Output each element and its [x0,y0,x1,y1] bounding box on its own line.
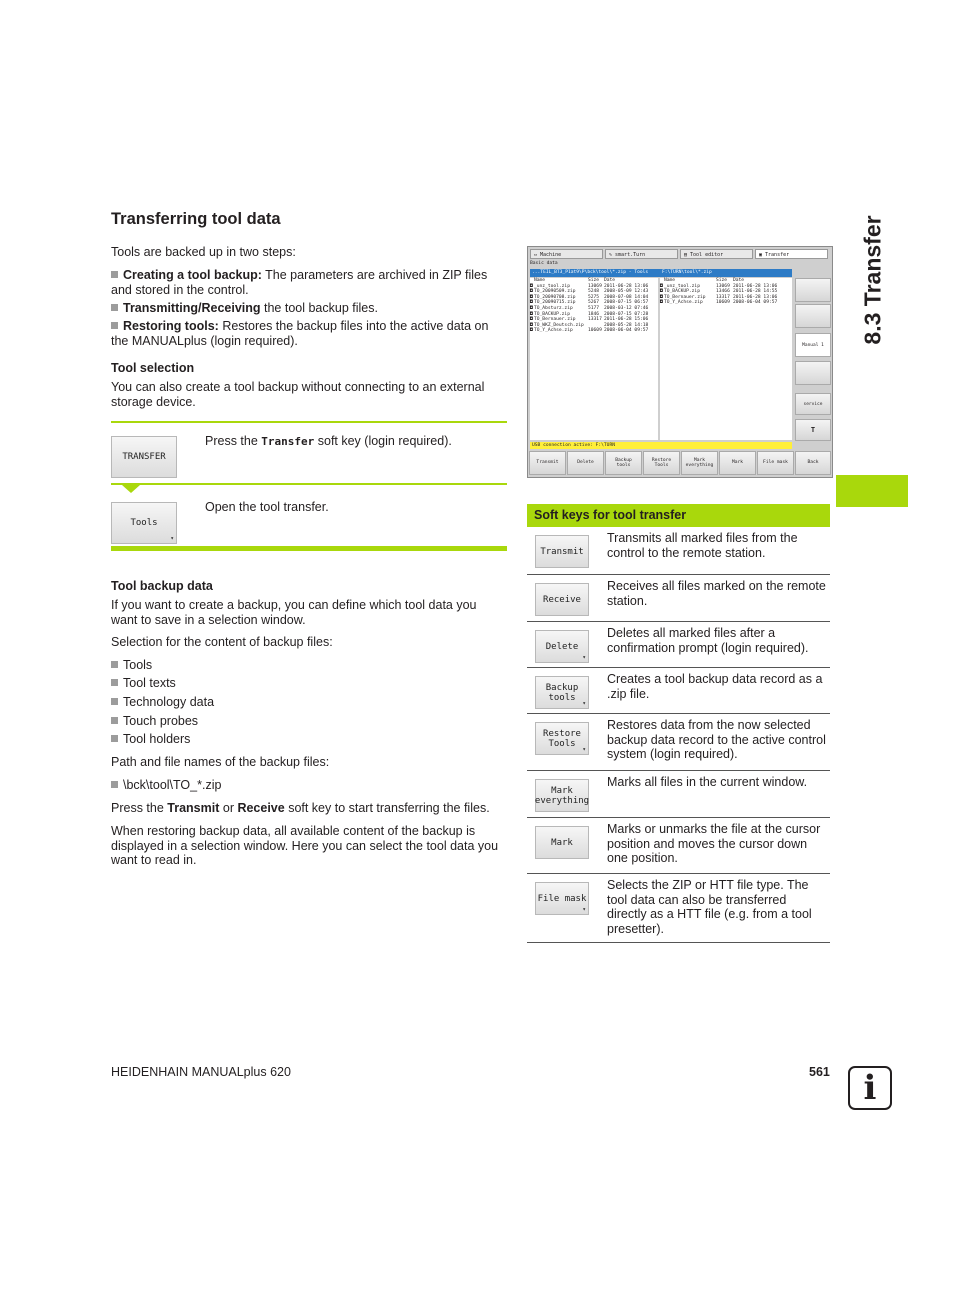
page-number: 561 [809,1065,830,1079]
file-size: 13069 [716,283,730,289]
backup-p5: When restoring backup data, all available content of the backup is displayed in a selection window. Here you can select the tool data you want to read in. [111,824,499,867]
footer-product: HEIDENHAIN MANUALplus 620 [111,1065,291,1079]
zip-file-icon: ◘ [660,300,663,306]
file-name: TO_Absturz.zip [534,305,573,311]
file-size: 13466 [716,289,730,295]
right-file-pane[interactable]: Name Size Date ◘ _unz_tool.zip 13069 2011-06-28 13:06 ◘ TO_BACKUP.zip 13466 2011-06-28 14:55 ◘ TO_Bernauer.zip 13317 2011-06-28 13:06 ◘ TO_Y_Achse.zip 10609 2008-06-04 09:57 [660,278,792,440]
backup-path: \bck\tool\TO_*.zip [111,778,221,793]
file-date: 2008-03-12 07:46 [604,305,649,311]
step-arrow-icon [122,485,140,493]
softkey-manual[interactable]: Manual 1 [795,333,831,357]
smart-turn-icon: ✎ [609,252,616,258]
softkey-service[interactable]: service [795,393,831,415]
file-name: _unz_tool.zip [534,283,570,289]
zip-file-icon: ◘ [530,300,533,306]
file-size: 1846 [588,311,600,317]
softkey-tool-t-icon[interactable]: T [795,419,831,441]
info-icon: i [848,1066,892,1110]
chapter-title: 8.3 Transfer [859,215,886,345]
tool-editor-icon: ▤ [684,252,691,258]
screen-softkey-backup[interactable]: Backup tools [605,451,642,475]
softkey-receive[interactable]: Receive [535,583,589,616]
tab-machine[interactable]: ▭ Machine [530,249,603,259]
file-name: TO_20090509.zip [534,289,576,295]
table-title: Soft keys for tool transfer [527,504,830,527]
list-item: Tool texts [111,676,176,691]
backup-p1: If you want to create a backup, you can define which tool data you want to save in a selection window. [111,598,477,627]
action-1-text: Press the Transfer soft key (login required). [205,434,452,448]
zip-file-icon: ◘ [530,328,533,334]
file-date: 2008-06-04 09:57 [733,300,778,306]
row-desc: Deletes all marked files after a confirmation prompt (login required). [607,626,809,655]
row-desc: Marks or unmarks the file at the cursor position and moves the cursor down one position. [607,822,821,865]
file-date: 2008-06-04 09:57 [604,328,649,334]
file-name: TO_BACKUP.zip [664,289,700,295]
file-size: 13069 [588,283,602,289]
zip-file-icon: ◘ [660,289,663,295]
step-1: Creating a tool backup: The parameters are archived in ZIP files and stored in the control. [111,268,488,297]
file-date: 2008-07-15 07:28 [604,311,649,317]
row-desc: Transmits all marked files from the control to the remote station. [607,531,798,560]
softkey-restore-tools[interactable]: Restore Tools ▾ [535,722,589,755]
table-row [527,527,830,575]
step-3: Restoring tools: Restores the backup files into the active data on the MANUALplus (login required). [111,319,489,348]
step-2: Transmitting/Receiving the tool backup files. [111,301,506,316]
list-item: Tools [111,658,152,673]
zip-file-icon: ◘ [660,283,663,289]
machine-icon: ▭ [534,252,541,258]
file-name: TO_Y_Achse.zip [534,328,573,334]
softkey-empty[interactable] [795,361,831,385]
screen-subtitle: Basic data [530,261,558,266]
tab-tool-editor[interactable]: ▤ Tool editor [680,249,753,259]
screen-softkey-transmit[interactable]: Transmit [529,451,566,475]
divider [111,546,507,551]
softkey-delete[interactable]: Delete ▾ [535,630,589,663]
screen-softkey-file-mask[interactable]: File mask [757,451,794,475]
file-date: 2008-05-09 12:43 [604,289,649,295]
softkey-backup-tools[interactable]: Backup tools ▾ [535,676,589,709]
list-item: Technology data [111,695,214,710]
control-screenshot [527,246,833,478]
screen-softkey-delete[interactable]: Delete [567,451,604,475]
list-item: Touch probes [111,714,198,729]
screen-softkey-mark-everything[interactable]: Mark everything [681,451,718,475]
path-bar: ...TEIL_BT3_P1at9\P\bck\tool\*.zip - Tools F:\TURN\tool\*.zip [530,269,792,277]
zip-file-icon: ◘ [530,311,533,317]
table-row [527,668,830,714]
file-date: 2011-06-28 13:06 [604,283,649,289]
softkey-tool-icon[interactable] [795,304,831,328]
left-file-list [530,284,658,334]
left-file-pane[interactable]: Name Size Date ◘ _unz_tool.zip 13069 2011-06-28 13:06 ◘ TO_20090509.zip 5248 2008-05-09 12:43 ◘ TO_20090708.zip 5275 2008-07-08 14:04 ◘ TO_20090715.zip 5267 2008-07-15 06:57 ◘ TO_Absturz.zip 5177 2008-03-12 07:46 ◘ TO_BACKUP.zip 1846 2008-07-15 07:28 ◘ TO_Bernauer.zip 13317 2011-06-28 15:06 ◘ TO_WKZ_Deutsch.zip 2008-05-28 14:18 ◘ TO_Y_Achse.zip 10609 2008-06-04 09:57 [530,278,658,440]
file-name: _unz_tool.zip [664,283,700,289]
file-row[interactable] [530,328,658,334]
section-title: Transferring tool data [111,210,281,228]
table-row [527,771,830,818]
chapter-tab [836,475,908,507]
file-name: TO_WKZ_Deutsch.zip [534,322,584,328]
file-size: 5177 [588,305,600,311]
file-row[interactable] [660,300,792,306]
file-date: 2011-06-28 13:06 [733,294,778,300]
screen-softkey-back[interactable]: Back [795,451,831,475]
tool-selection-text: You can also create a tool backup without connecting to an external storage device. [111,380,485,409]
backup-p4: Press the Transmit or Receive soft key to start transferring the files. [111,801,490,815]
file-name: TO_Bernauer.zip [534,317,576,323]
row-desc: Marks all files in the current window. [607,775,808,789]
zip-file-icon: ◘ [530,317,533,323]
backup-p2: Selection for the content of backup files: [111,635,333,649]
file-name: TO_BACKUP.zip [534,311,570,317]
file-size: 10609 [588,328,602,334]
table-row [527,818,830,874]
file-size: 13317 [588,317,602,323]
file-size: 5248 [588,289,600,295]
status-bar: USB connection active: F:\TURN [530,442,792,449]
table-row [527,575,830,622]
zip-file-icon: ◘ [530,305,533,311]
zip-file-icon: ◘ [530,283,533,289]
file-date: 2011-06-28 15:06 [604,317,649,323]
file-date: 2011-06-28 13:06 [733,283,778,289]
transfer-icon: ▣ [759,252,766,258]
file-size: 5267 [588,300,600,306]
divider [111,483,507,485]
divider [111,421,507,423]
row-desc: Creates a tool backup data record as a .zip file. [607,672,823,701]
file-date: 2011-06-28 14:55 [733,289,778,295]
table-row [527,622,830,668]
backup-p3: Path and file names of the backup files: [111,755,330,769]
file-name: TO_20090708.zip [534,294,576,300]
file-date: 2008-07-08 14:04 [604,294,649,300]
zip-file-icon: ◘ [660,294,663,300]
file-date: 2008-07-15 06:57 [604,300,649,306]
file-name: TO_Bernauer.zip [664,294,706,300]
action-2-text: Open the tool transfer. [205,500,329,514]
softkey-transmit[interactable]: Transmit [535,535,589,568]
screen-softkey-mark[interactable]: Mark [719,451,756,475]
softkey-file-mask[interactable]: File mask ▾ [535,882,589,915]
zip-file-icon: ◘ [530,294,533,300]
file-name: TO_20090715.zip [534,300,576,306]
file-date: 2008-05-28 14:18 [604,322,649,328]
right-file-list [660,284,792,306]
table-row [527,714,830,771]
tab-transfer[interactable]: ▣ Transfer [755,249,828,259]
row-desc: Restores data from the now selected backup data record to the active control system (login required). [607,718,826,761]
row-desc: Receives all files marked on the remote station. [607,579,826,608]
tool-selection-heading: Tool selection [111,361,195,375]
row-desc: Selects the ZIP or HTT file type. The tool data can also be transferred directly as a HTT file (e.g. from a tool presetter). [607,878,812,936]
backup-data-heading: Tool backup data [111,579,213,593]
intro-text: Tools are backed up in two steps: [111,245,296,259]
table-row [527,874,830,943]
zip-file-icon: ◘ [530,322,533,328]
file-size: 10609 [716,300,730,306]
zip-file-icon: ◘ [530,289,533,295]
softkey-turning-icon[interactable] [795,278,831,302]
screen-softkey-restore[interactable]: Restore Tools [643,451,680,475]
softkey-mark-everything[interactable]: Mark everything [535,779,589,812]
list-item: Tool holders [111,732,190,747]
transfer-softkey[interactable]: TRANSFER [111,436,177,478]
file-name: TO_Y_Achse.zip [664,300,703,306]
tab-smart-turn[interactable]: ✎ smart.Turn [605,249,678,259]
softkey-mark[interactable]: Mark [535,826,589,859]
file-size: 5275 [588,294,600,300]
file-size: 13317 [716,294,730,300]
tools-softkey[interactable]: Tools ▾ [111,502,177,544]
